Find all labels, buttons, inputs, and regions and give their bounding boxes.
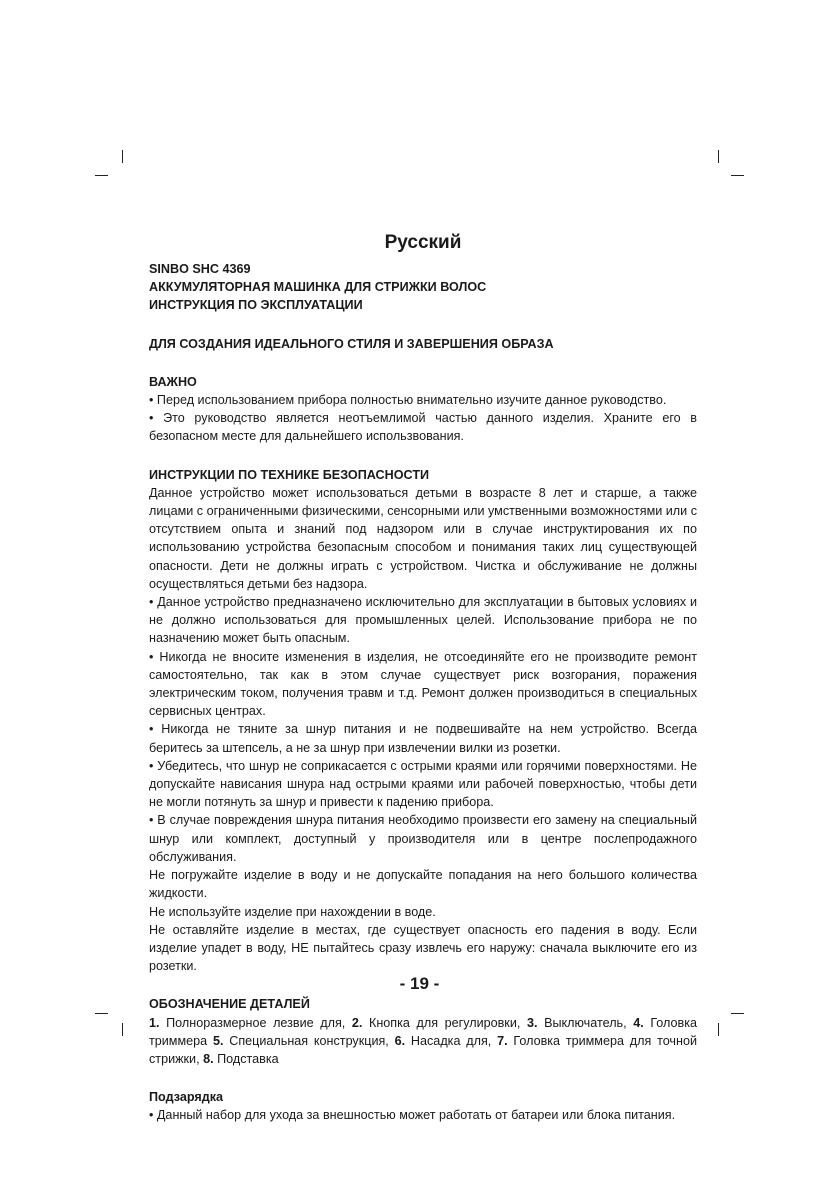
part-number: 3. [526, 1015, 538, 1030]
part-label: Головка триммера для точной стрижки, [149, 1033, 697, 1066]
part-number: 1. [149, 1015, 160, 1030]
important-heading: ВАЖНО [149, 374, 197, 389]
slogan: ДЛЯ СОЗДАНИЯ ИДЕАЛЬНОГО СТИЛЯ И ЗАВЕРШЕНИЯ ОБРАЗА [149, 336, 554, 351]
part-label: Кнопка для регулировки, [362, 1015, 527, 1030]
crop-mark [718, 150, 719, 163]
crop-mark [122, 1023, 123, 1036]
product-name: АККУМУЛЯТОРНАЯ МАШИНКА ДЛЯ СТРИЖКИ ВОЛОС [149, 280, 487, 295]
part-label: Головка триммера [149, 1015, 697, 1048]
safety-heading: ИНСТРУКЦИИ ПО ТЕХНИКЕ БЕЗОПАСНОСТИ [149, 467, 430, 482]
part-number: 7. [497, 1033, 508, 1048]
important-item: • Это руководство является неотъемлимой частью данного изделия. Храните его в безопасном месте для дальнейшего использвования. [149, 411, 697, 444]
safety-paragraph: • Убедитесь, что шнур не соприкасается с острыми краями или горячими поверхностями. Не допускайте нависания шнура над острыми краями или рабочей поверхностью, чтобы дети не могли потянуть за шнур и привести к падению прибора. [149, 758, 697, 810]
crop-mark [731, 175, 744, 176]
safety-paragraph: Не погружайте изделие в воду и не допускайте попадания на него большого количества жидкости. [149, 868, 697, 901]
part-label: Специальная конструкция, [223, 1033, 395, 1048]
part-number: 8. [203, 1051, 214, 1066]
page-number: - 19 - [399, 974, 440, 993]
part-label: Подставка [213, 1051, 279, 1066]
part-label: Насадка для, [405, 1033, 498, 1048]
language-title: Русский [384, 232, 462, 253]
crop-mark [731, 1013, 744, 1014]
parts-list [149, 1014, 697, 1069]
part-number: 2. [351, 1015, 363, 1030]
crop-mark [718, 1023, 719, 1036]
part-number: 4. [633, 1015, 644, 1030]
part-number: 6. [394, 1033, 406, 1048]
manual-title: ИНСТРУКЦИЯ ПО ЭКСПЛУАТАЦИИ [149, 298, 363, 313]
part-label: Выключатель, [537, 1015, 634, 1030]
safety-paragraph: Не используйте изделие при нахождении в воде. [149, 904, 436, 919]
crop-mark [95, 1013, 108, 1014]
parts-heading: ОБОЗНАЧЕНИЕ ДЕТАЛЕЙ [149, 997, 310, 1012]
important-item: • Перед использованием прибора полностью внимательно изучите данное руководство. [149, 393, 667, 408]
part-number: 5. [212, 1033, 224, 1048]
safety-paragraph: • Данное устройство предназначено исключительно для эксплуатации в бытовых условиях и не должно использоваться для промышленных целей. Использование прибора не по назначению может быть опасным. [149, 595, 697, 646]
safety-paragraph: Данное устройство может использоваться детьми в возрасте 8 лет и старше, а также лицами с ограниченными физическими, сенсорными или умственными возможностями или с отсутствием опыта и знаний под надзором или в случае инструктирования их по использованию устройства безопасным способом и понимания таких лиц существующей опасности. Дети не должны играть с устройством. Чистка и обслуживание не должны осуществляться детьми без надзора. [149, 485, 697, 591]
safety-paragraph: Не оставляйте изделие в местах, где существует опасность его падения в воду. Если изделие упадет в воду, НЕ пытайтесь сразу извлечь его наружу: сначала выключите его из розетки. [149, 922, 697, 974]
safety-paragraph: • В случае повреждения шнура питания необходимо произвести его замену на специальный шнур или комплект, доступный у производителя или в центре послепродажного обслуживания. [149, 813, 697, 864]
charging-heading: Подзарядка [149, 1090, 224, 1105]
crop-mark [95, 175, 108, 176]
model-name: SINBO SHC 4369 [149, 262, 251, 276]
safety-paragraph: • Никогда не вносите изменения в изделия, не отсоединяйте его не производите ремонт самостоятельно, так как в этом случае существует риск возгорания, поражения электрическим током, получения травм и т.д. Ремонт должен производиться в специальных сервисных центрах. [149, 649, 697, 719]
part-label: Полноразмерное лезвие для, [159, 1015, 352, 1030]
safety-paragraph: • Никогда не тяните за шнур питания и не подвешивайте на нем устройство. Всегда беритесь за штепсель, а не за шнур при извлечении вилки из розетки. [149, 722, 697, 755]
charging-text: • Данный набор для ухода за внешностью может работать от батареи или блока питания. [149, 1108, 676, 1123]
crop-mark [122, 150, 123, 163]
